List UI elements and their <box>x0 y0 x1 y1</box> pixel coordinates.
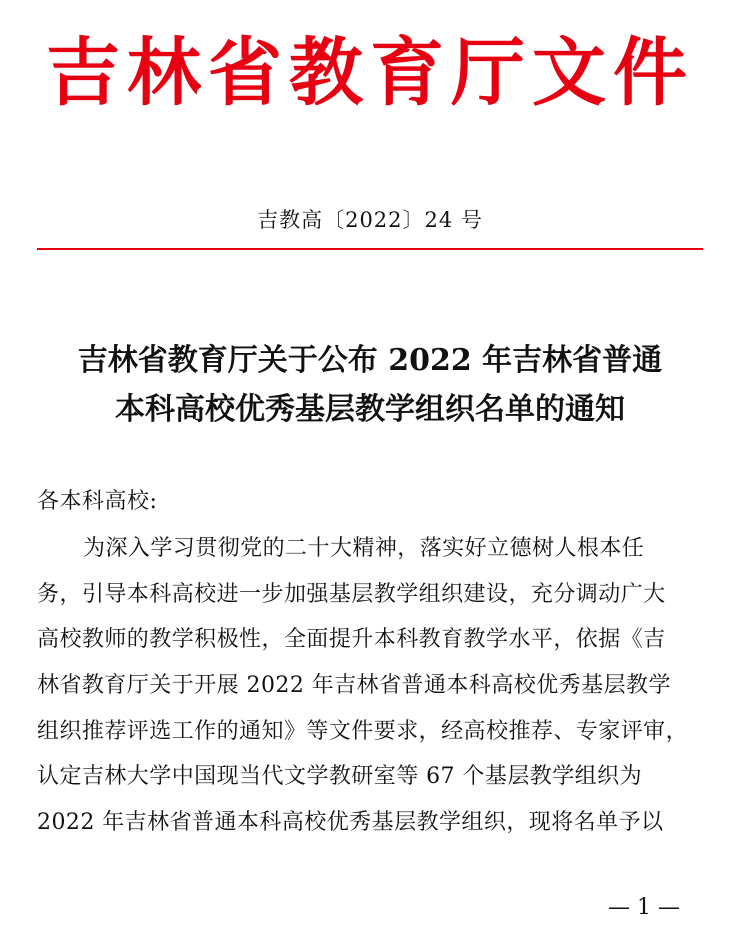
salutation: 各本科高校: <box>37 489 158 514</box>
body-paragraph-line-4: 林省教育厅关于开展 2022 年吉林省普通本科高校优秀基层教学 <box>37 673 671 698</box>
document-header-title: 吉林省教育厅文件 <box>46 30 694 116</box>
body-paragraph-line-2: 务，引导本科高校进一步加强基层教学组织建设，充分调动广大 <box>37 582 666 607</box>
red-divider-line <box>37 248 703 250</box>
body-paragraph-line-6: 认定吉林大学中国现当代文学教研室等 67 个基层教学组织为 <box>37 764 643 789</box>
document-number: 吉教高〔2022〕24 号 <box>257 208 483 232</box>
body-paragraph-line-7: 2022 年吉林省普通本科高校优秀基层教学组织，现将名单予以 <box>37 810 664 835</box>
notice-title-line-2: 本科高校优秀基层教学组织名单的通知 <box>115 392 625 427</box>
body-paragraph-line-3: 高校教师的教学积极性，全面提升本科教育教学水平，依据《吉 <box>37 627 666 652</box>
body-paragraph-line-5: 组织推荐评选工作的通知》等文件要求，经高校推荐、专家评审， <box>37 719 689 744</box>
notice-title-line-1: 吉林省教育厅关于公布 2022 年吉林省普通 <box>77 343 663 378</box>
page-number: — 1 — <box>608 895 680 920</box>
body-paragraph-line-1: 为深入学习贯彻党的二十大精神，落实好立德树人根本任 <box>83 536 645 561</box>
